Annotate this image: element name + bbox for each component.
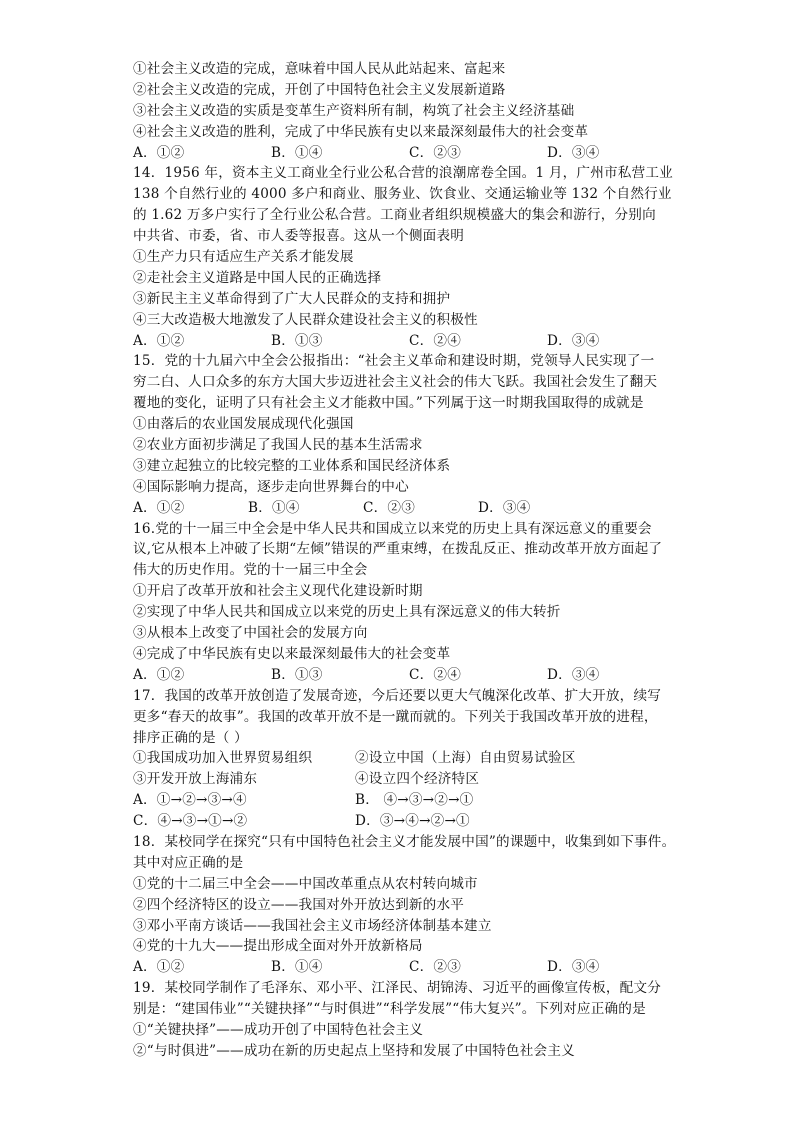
q13-option-c: C．②③: [409, 144, 461, 161]
exam-page: [133, 59, 676, 1062]
q15-stem-3: 覆地的变化，证明了只有社会主义才能救中国。”下列属于这一时期我国取得的成就是: [133, 395, 644, 412]
q15-item-3: ③建立起独立的比较完整的工业体系和国民经济体系: [133, 457, 451, 474]
q17-options-row-2: [133, 811, 663, 832]
q17-option-a: A．①→②→③→④: [133, 792, 247, 809]
q19-item-1: ①“关键抉择”——成功开创了中国特色社会主义: [133, 1021, 424, 1038]
q14-item-2: ②走社会主义道路是中国人民的正确选择: [133, 269, 382, 286]
q16-item-3: ③从根本上改变了中国社会的发展方向: [133, 625, 368, 642]
q13-option-d: D．③④: [547, 144, 600, 161]
q16-option-c: C．②④: [409, 666, 461, 683]
q19-stem-2: 别是：“建国伟业”“关键抉择”“与时俱进”“科学发展”“伟大复兴”。下列对应正确的是: [133, 1001, 646, 1018]
q15-item-1: ①由落后的农业国发展成现代化强国: [133, 416, 354, 433]
q13-option-a: A．①②: [133, 144, 185, 161]
q16-item-1: ①开启了改革开放和社会主义现代化建设新时期: [133, 583, 423, 600]
q14-stem-1: 14．1956 年，资本主义工商业全行业公私合营的浪潮席卷全国。1 月，广州市私营工业: [133, 165, 673, 182]
q15-item-4: ④国际影响力提高，逐步走向世界舞台的中心: [133, 478, 409, 495]
q17-items-row-1: [133, 748, 663, 769]
q18-option-d: D．③④: [547, 959, 600, 976]
q15-option-c: C．②③: [363, 499, 415, 516]
q15-option-b: B．①④: [248, 499, 300, 516]
q14-stem-2: 138 个自然行业的 4000 多户和商业、服务业、饮食业、交通运输业等 132 个自然行业: [133, 186, 672, 203]
q13-options: [133, 143, 663, 164]
q17-item-4: ④设立四个经济特区: [355, 771, 480, 788]
q19-item-2: ②“与时俱进”——成功在新的历史起点上坚持和发展了中国特色社会主义: [133, 1042, 575, 1059]
q14-option-b: B．①③: [271, 332, 323, 349]
q18-item-2: ②四个经济特区的设立——我国对外开放达到新的水平: [133, 896, 465, 913]
q14-option-c: C．②④: [409, 332, 461, 349]
q18-item-3: ③邓小平南方谈话——我国社会主义市场经济体制基本建立: [133, 917, 492, 934]
q16-item-4: ④完成了中华民族有史以来最深刻最伟大的社会变革: [133, 645, 451, 662]
q17-item-1: ①我国成功加入世界贸易组织: [133, 750, 313, 767]
q16-item-2: ②实现了中华人民共和国成立以来党的历史上具有深远意义的伟大转折: [133, 604, 561, 621]
q16-stem-2: 议,它从根本上冲破了长期“左倾”错误的严重束缚，在拨乱反正、推动改革开放方面起了: [133, 541, 663, 558]
q13-item-3: ③社会主义改造的实质是变革生产资料所有制，构筑了社会主义经济基础: [133, 102, 575, 119]
q16-option-b: B．①③: [271, 666, 323, 683]
q13-item-4: ④社会主义改造的胜利，完成了中华民族有史以来最深刻最伟大的社会变革: [133, 123, 589, 140]
q17-item-2: ②设立中国（上海）自由贸易试验区: [355, 750, 576, 767]
question-14: [133, 163, 673, 351]
q16-option-a: A．①②: [133, 666, 185, 683]
question-16: [133, 519, 663, 686]
q17-stem-2: 更多“春天的故事”。我国的改革开放不是一蹴而就的。下列关于我国改革开放的进程，: [133, 708, 658, 725]
q15-stem-1: 15．党的十九届六中全会公报指出：“社会主义革命和建设时期，党领导人民实现了一: [133, 353, 655, 370]
q14-stem-3: 的 1.62 万多户实行了全行业公私合营。工商业者组织规模盛大的集会和游行，分别向: [133, 207, 656, 224]
q17-items-row-2: [133, 769, 663, 790]
question-17: [133, 686, 663, 832]
q16-stem-1: 16.党的十一届三中全会是中华人民共和国成立以来党的历史上具有深远意义的重要会: [133, 520, 652, 537]
q15-options: [133, 498, 663, 519]
q18-option-b: B．①④: [271, 959, 323, 976]
q13-item-1: ①社会主义改造的完成，意味着中国人民从此站起来、富起来: [133, 61, 506, 77]
q16-options: [133, 665, 663, 686]
q17-stem-3: 排序正确的是（ ）: [133, 729, 248, 746]
q18-option-a: A．①②: [133, 959, 185, 976]
q14-item-1: ①生产力只有适应生产关系才能发展: [133, 249, 354, 266]
q19-stem-1: 19．某校同学制作了毛泽东、邓小平、江泽民、胡锦涛、习近平的画像宣传板，配文分: [133, 980, 662, 997]
q16-stem-3: 伟大的历史作用。党的十一届三中全会: [133, 562, 368, 579]
q18-option-c: C．②③: [409, 959, 461, 976]
q18-item-4: ④党的十九大——提出形成全面对外开放新格局: [133, 938, 423, 955]
question-18: [133, 832, 676, 978]
question-19: [133, 978, 663, 1062]
q18-stem-2: 其中对应正确的是: [133, 854, 244, 871]
q15-stem-2: 穷二白、人口众多的东方大国大步迈进社会主义社会的伟大飞跃。我国社会发生了翻天: [133, 374, 658, 391]
q17-option-c: C．④→③→①→②: [133, 813, 248, 830]
q14-item-3: ③新民主主义革命得到了广大人民群众的支持和拥护: [133, 290, 451, 307]
q18-stem-1: 18．某校同学在探究“只有中国特色社会主义才能发展中国”的课题中，收集到如下事件。: [133, 833, 676, 850]
q14-option-a: A．①②: [133, 332, 185, 349]
q18-options: [133, 957, 663, 978]
question-15: [133, 351, 663, 518]
q17-option-d: D．③→④→②→①: [355, 813, 470, 830]
q17-stem-1: 17．我国的改革开放创造了发展奇迹，今后还要以更大气魄深化改革、扩大开放，续写: [133, 687, 662, 704]
q13-item-2: ②社会主义改造的完成，开创了中国特色社会主义发展新道路: [133, 81, 506, 98]
q14-options: [133, 331, 663, 352]
q13-option-b: B．①④: [271, 144, 323, 161]
q16-option-d: D．③④: [547, 666, 600, 683]
q14-option-d: D．③④: [547, 332, 600, 349]
q14-stem-4: 中共省、市委，省、市人委等报喜。这从一个侧面表明: [133, 228, 465, 245]
question-13: [133, 59, 663, 163]
q17-item-3: ③开发开放上海浦东: [133, 771, 258, 788]
q17-options-row-1: [133, 790, 663, 811]
q18-item-1: ①党的十二届三中全会——中国改革重点从农村转向城市: [133, 875, 478, 892]
q17-option-b: B． ④→③→②→①: [355, 792, 474, 809]
q15-item-2: ②农业方面初步满足了我国人民的基本生活需求: [133, 437, 423, 454]
q14-item-4: ④三大改造极大地激发了人民群众建设社会主义的积极性: [133, 311, 478, 328]
q15-option-a: A．①②: [133, 499, 185, 516]
q15-option-d: D．③④: [478, 499, 531, 516]
